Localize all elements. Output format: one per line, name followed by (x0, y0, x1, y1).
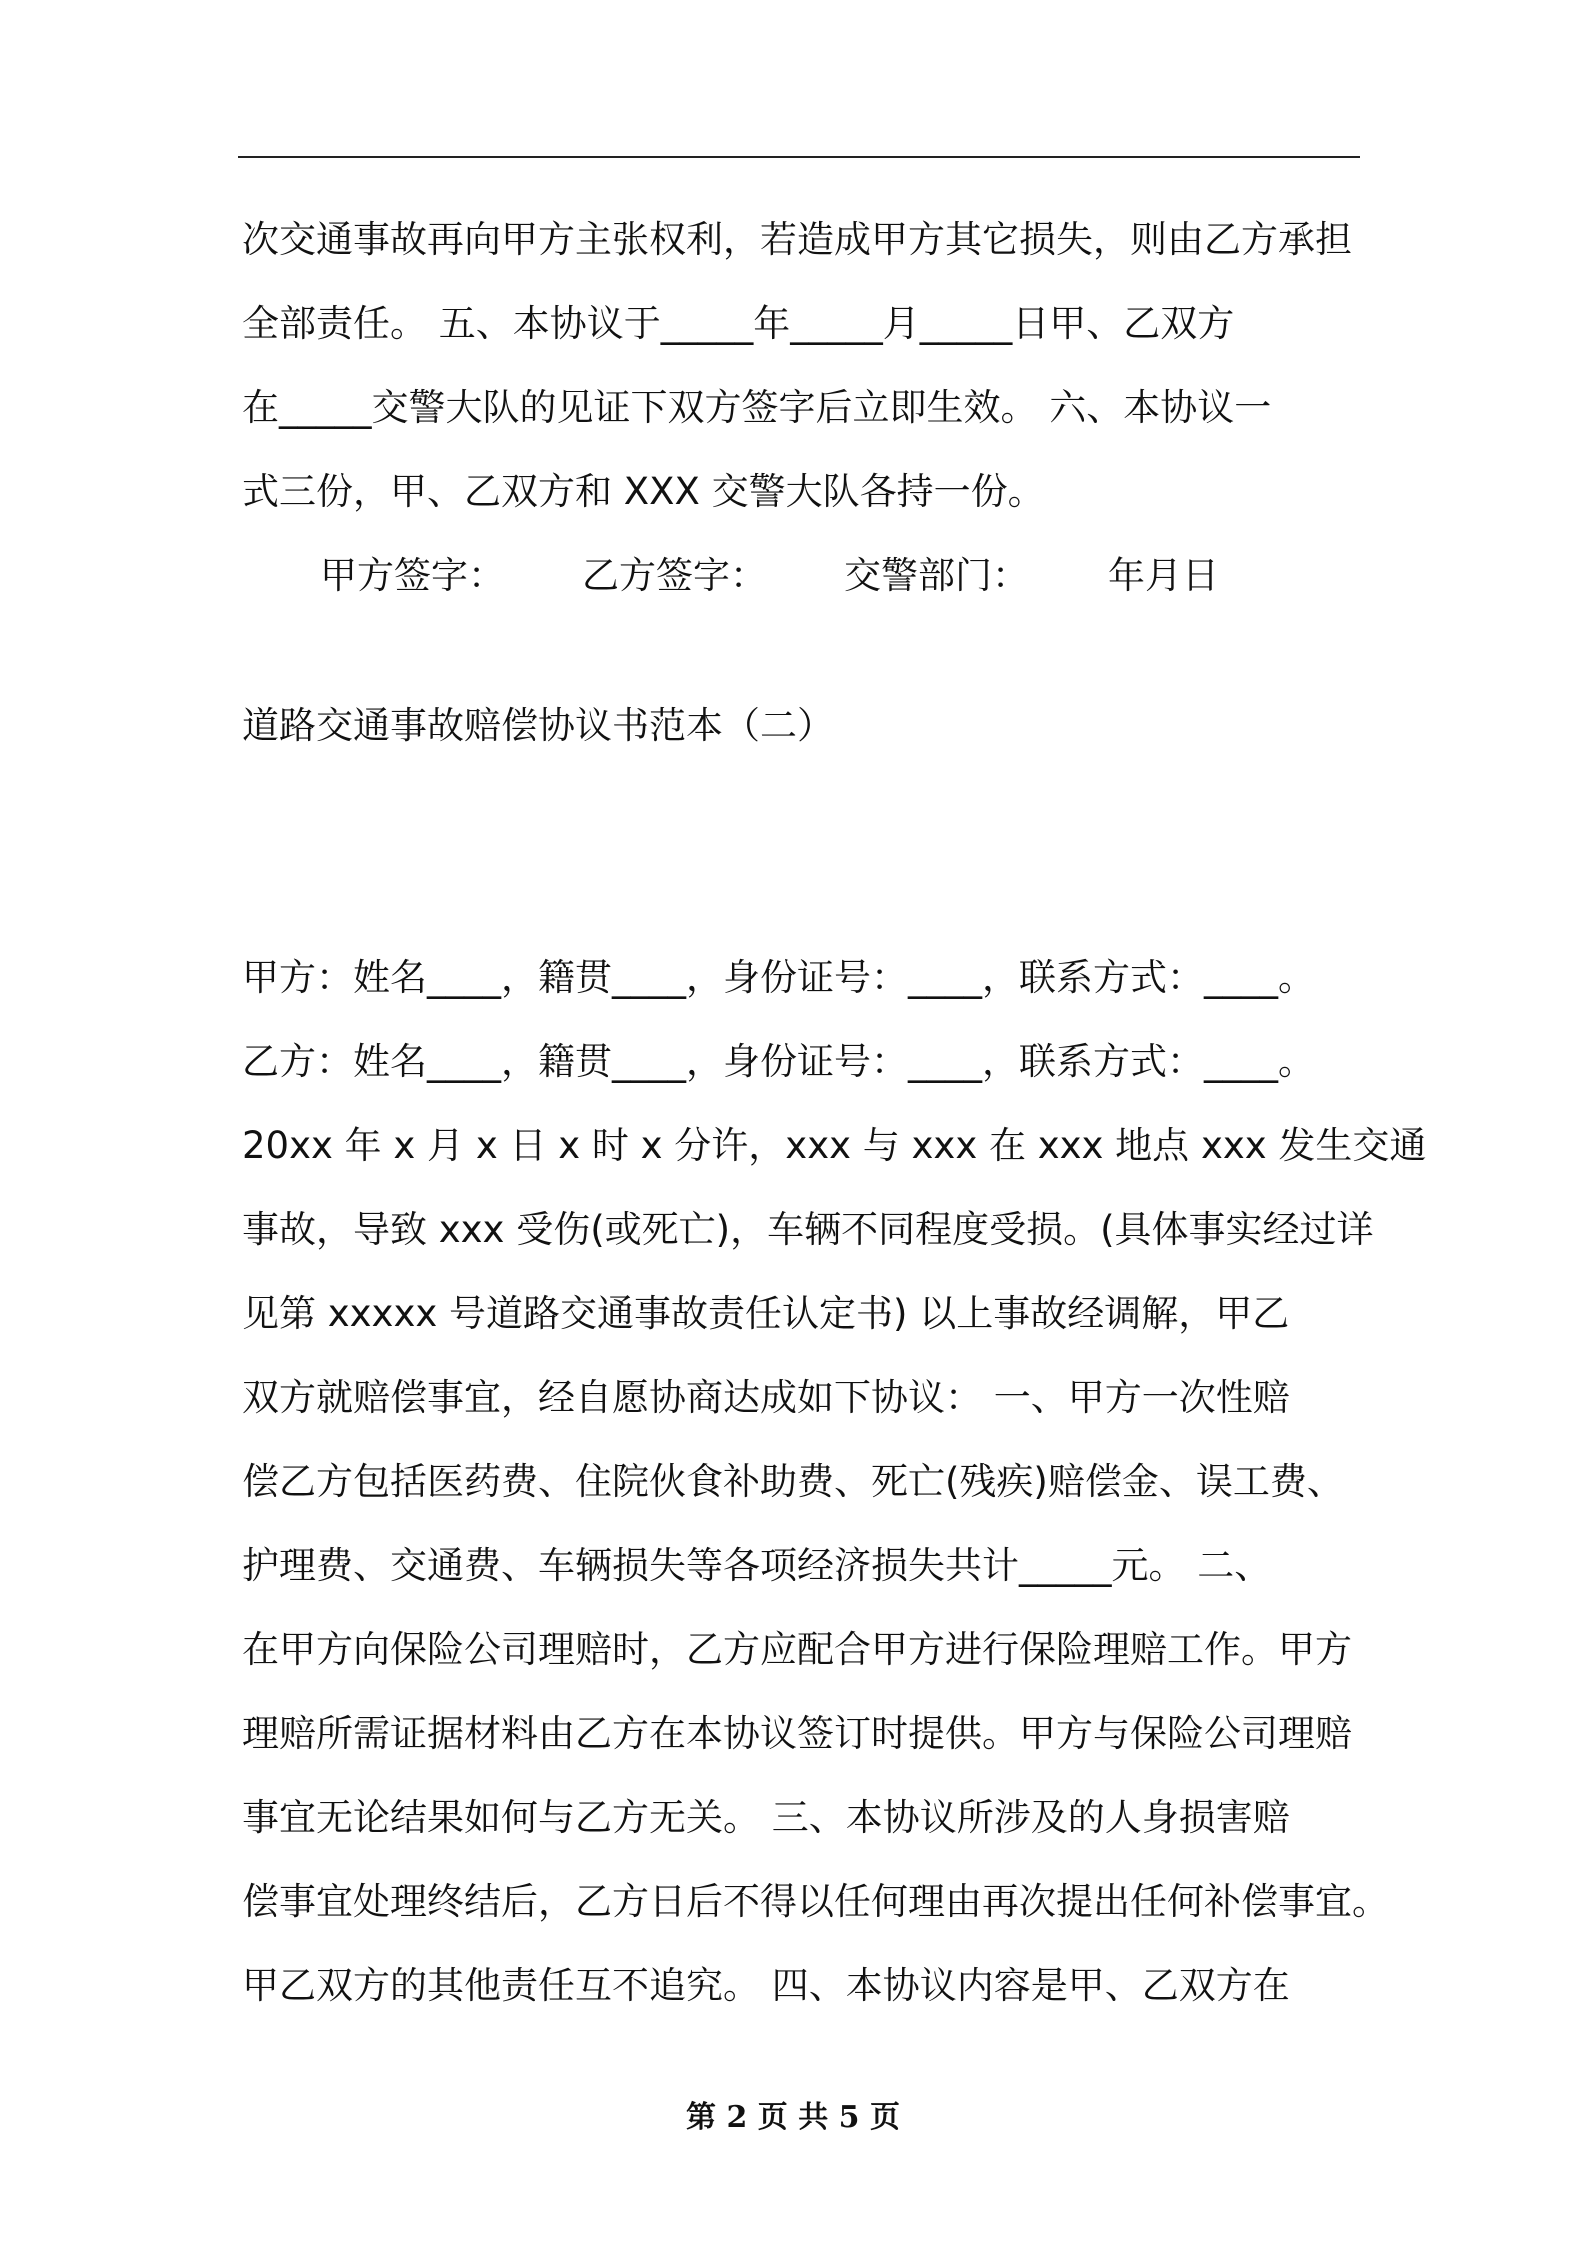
signature-row (242, 534, 1382, 618)
text-line: 理赔所需证据材料由乙方在本协议签订时提供。甲方与保险公司理赔 (242, 1712, 1352, 1755)
text-line: 甲乙双方的其他责任互不追究。 四、本协议内容是甲、乙双方在 (242, 1964, 1290, 2007)
police-signature-label: 交警部门： (844, 554, 1029, 597)
text-line: 偿乙方包括医药费、住院伙食补助费、死亡(残疾)赔偿金、误工费、 (242, 1460, 1344, 1503)
section-title: 道路交通事故赔偿协议书范本（二） (242, 704, 834, 747)
text-line: 全部责任。 五、本协议于_____年_____月_____日甲、乙双方 (242, 302, 1235, 345)
text-line: 偿事宜处理终结后，乙方日后不得以任何理由再次提出任何补偿事宜。 (242, 1880, 1389, 1923)
text-line: 护理费、交通费、车辆损失等各项经济损失共计_____元。 二、 (242, 1544, 1272, 1587)
text-line: 乙方：姓名____，籍贯____，身份证号：____，联系方式：____。 (242, 1040, 1315, 1083)
text-line: 在_____交警大队的见证下双方签字后立即生效。 六、本协议一 (242, 386, 1272, 429)
text-line: 甲方：姓名____，籍贯____，身份证号：____，联系方式：____。 (242, 956, 1315, 999)
text-line: 事故，导致 xxx 受伤(或死亡)，车辆不同程度受损。(具体事实经过详 (242, 1208, 1374, 1251)
header-divider (238, 156, 1360, 158)
date-label: 年月日 (1108, 554, 1219, 597)
text-line: 次交通事故再向甲方主张权利，若造成甲方其它损失，则由乙方承担 (242, 218, 1352, 261)
page-footer: 第 2 页 共 5 页 (686, 2100, 900, 2135)
text-line: 在甲方向保险公司理赔时，乙方应配合甲方进行保险理赔工作。甲方 (242, 1628, 1352, 1671)
text-line: 式三份，甲、乙双方和 XXX 交警大队各持一份。 (242, 470, 1045, 513)
party-b-signature-label: 乙方签字： (582, 554, 767, 597)
party-a-signature-label: 甲方签字： (320, 554, 505, 597)
document-body (242, 198, 1427, 2028)
text-line: 双方就赔偿事宜，经自愿协商达成如下协议： 一、甲方一次性赔 (242, 1376, 1290, 1419)
text-line: 20xx 年 x 月 x 日 x 时 x 分许，xxx 与 xxx 在 xxx 地点 xxx 发生交通 (242, 1124, 1427, 1167)
spacer (242, 768, 1382, 936)
text-line: 见第 xxxxx 号道路交通事故责任认定书) 以上事故经调解，甲乙 (242, 1292, 1290, 1335)
text-line: 事宜无论结果如何与乙方无关。 三、本协议所涉及的人身损害赔 (242, 1796, 1290, 1839)
